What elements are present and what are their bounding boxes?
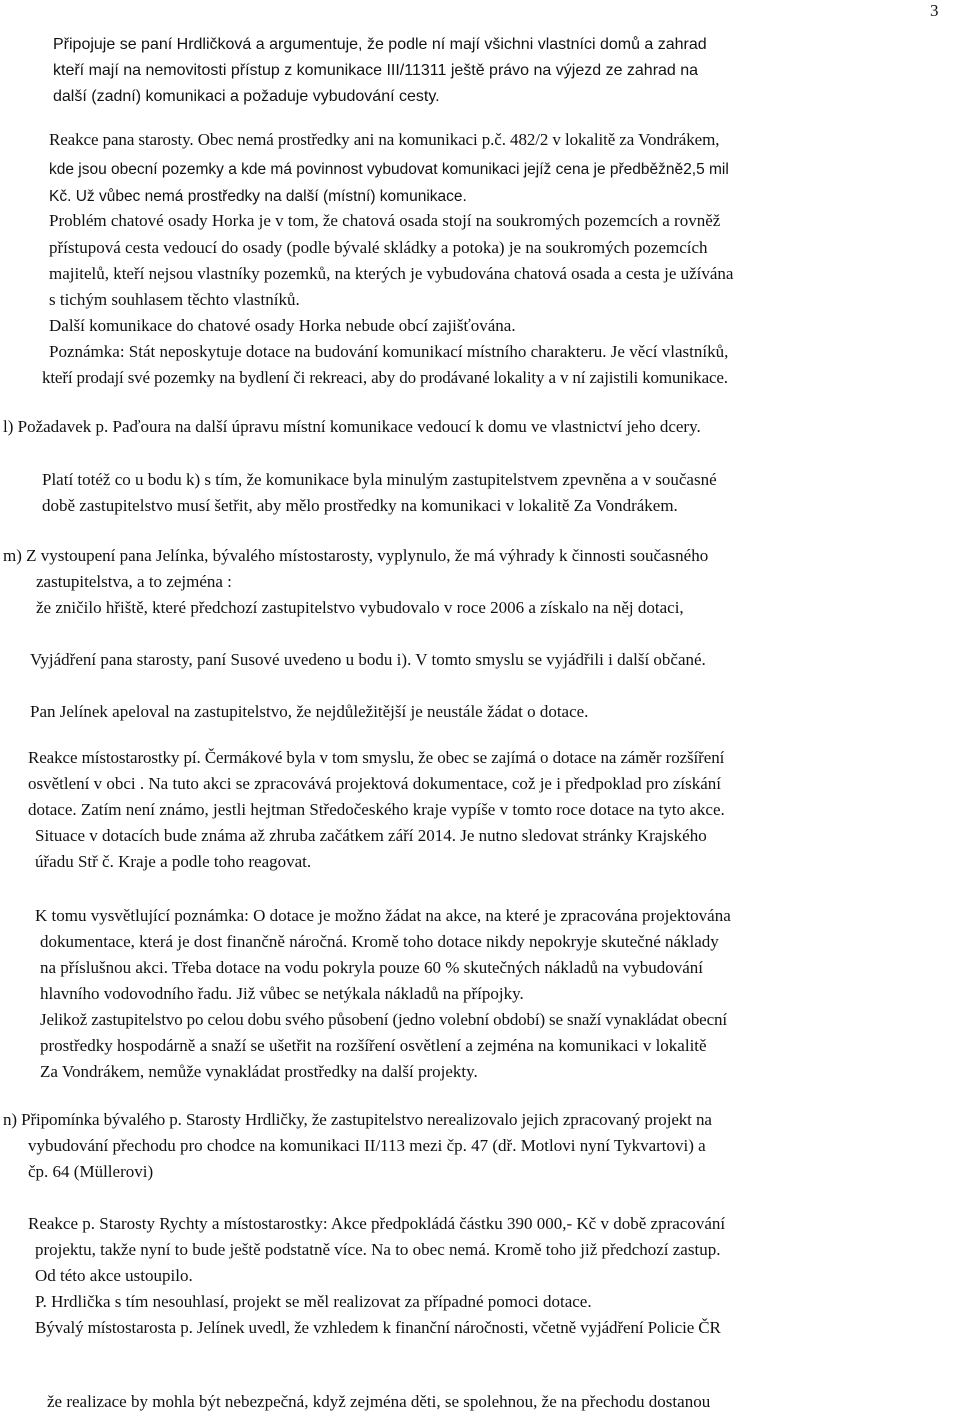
paragraph-line: čp. 64 (Müllerovi) bbox=[28, 1162, 154, 1181]
page-number: 3 bbox=[930, 1, 939, 20]
paragraph-line: s tichým souhlasem těchto vlastníků. bbox=[49, 290, 300, 309]
paragraph-line: prostředky hospodárně a snaží se ušetřit na rozšíření osvětlení a zejména na komunikaci v lokalitě bbox=[40, 1036, 707, 1055]
paragraph-line: Problém chatové osady Horka je v tom, že chatová osada stojí na soukromých pozemcích a rovněž bbox=[49, 211, 721, 230]
paragraph-line: Od této akce ustoupilo. bbox=[35, 1266, 193, 1285]
paragraph-line: P. Hrdlička s tím nesouhlasí, projekt se měl realizovat za případné pomoci dotace. bbox=[35, 1292, 592, 1311]
paragraph-line: kde jsou obecní pozemky a kde má povinnost vybudovat komunikaci jejíž cena je předběžně2,5 mil bbox=[49, 161, 729, 178]
paragraph-line: Reakce pana starosty. Obec nemá prostředky ani na komunikaci p.č. 482/2 v lokalitě za Vondrákem, bbox=[49, 130, 720, 149]
paragraph-line: Pan Jelínek apeloval na zastupitelstvo, že nejdůležitější je neustále žádat o dotace. bbox=[30, 702, 589, 721]
paragraph-line: Připojuje se paní Hrdličková a argumentuje, že podle ní mají všichni vlastníci domů a zahrad bbox=[53, 36, 707, 53]
paragraph-line: zastupitelstva, a to zejména : bbox=[36, 572, 232, 591]
paragraph-line: Za Vondrákem, nemůže vynakládat prostředky na další projekty. bbox=[40, 1062, 478, 1081]
paragraph-line: dokumentace, která je dost finančně náročná. Kromě toho dotace nikdy nepokryje skutečné náklady bbox=[40, 932, 719, 951]
paragraph-line: K tomu vysvětlující poznámka: O dotace je možno žádat na akce, na které je zpracována projektována bbox=[35, 906, 731, 925]
paragraph-line: že realizace by mohla být nebezpečná, když zejména děti, se spolehnou, že na přechodu dostanou bbox=[47, 1392, 711, 1411]
item-n-line: n) Připomínka bývalého p. Starosty Hrdličky, že zastupitelstvo nerealizovalo jejich zpracovaný projekt na bbox=[3, 1110, 712, 1129]
paragraph-line: Další komunikace do chatové osady Horka nebude obcí zajišťována. bbox=[49, 316, 516, 335]
paragraph-line: úřadu Stř č. Kraje a podle toho reagovat. bbox=[35, 852, 312, 871]
paragraph-line: přístupová cesta vedoucí do osady (podle bývalé skládky a potoka) je na soukromých pozemcích bbox=[49, 238, 708, 257]
paragraph-line: další (zadní) komunikaci a požaduje vybudování cesty. bbox=[53, 88, 440, 105]
item-l-line: l) Požadavek p. Paďoura na další úpravu místní komunikace vedoucí k domu ve vlastnictví jeho dcery. bbox=[3, 417, 701, 436]
paragraph-line: projektu, takže nyní to bude ještě podstatně více. Na to obec nemá. Kromě toho již předchozí zastup. bbox=[35, 1240, 721, 1259]
paragraph-line: na příslušnou akci. Třeba dotace na vodu pokryla pouze 60 % skutečných nákladů na vybudování bbox=[40, 958, 703, 977]
paragraph-line: Platí totéž co u bodu k) s tím, že komunikace byla minulým zastupitelstvem zpevněna a v současné bbox=[42, 470, 717, 489]
item-m-line: m) Z vystoupení pana Jelínka, bývalého místostarosty, vyplynulo, že má výhrady k činnosti současného bbox=[3, 546, 709, 565]
paragraph-line: Reakce místostarostky pí. Čermákové byla v tom smyslu, že obec se zajímá o dotace na záměr rozšíření bbox=[28, 748, 725, 767]
paragraph-line: kteří prodají své pozemky na bydlení či rekreaci, aby do prodávané lokality a v ní zajistili komunikace. bbox=[42, 368, 728, 387]
paragraph-line: Bývalý místostarosta p. Jelínek uvedl, že vzhledem k finanční náročnosti, včetně vyjádření Policie ČR bbox=[35, 1318, 721, 1337]
paragraph-line: osvětlení v obci . Na tuto akci se zpracovává projektová dokumentace, což je i předpoklad pro získání bbox=[28, 774, 721, 793]
paragraph-line: kteří mají na nemovitosti přístup z komunikace III/11311 ještě právo na výjezd ze zahrad na bbox=[53, 62, 699, 79]
paragraph-line: Kč. Už vůbec nemá prostředky na další (místní) komunikace. bbox=[49, 188, 467, 205]
paragraph-line: majitelů, kteří nejsou vlastníky pozemků, na kterých je vybudována chatová osada a cesta je užívána bbox=[49, 264, 734, 283]
paragraph-line: že zničilo hřiště, které předchozí zastupitelstvo vybudovalo v roce 2006 a získalo na něj dotaci, bbox=[36, 598, 684, 617]
paragraph-line: Poznámka: Stát neposkytuje dotace na budování komunikací místního charakteru. Je věcí vlastníků, bbox=[49, 342, 729, 361]
paragraph-line: hlavního vodovodního řadu. Již vůbec se netýkala nákladů na přípojky. bbox=[40, 984, 524, 1003]
paragraph-line: Vyjádření pana starosty, paní Susové uvedeno u bodu i). V tomto smyslu se vyjádřili i další občané. bbox=[30, 650, 706, 669]
paragraph-line: době zastupitelstvo musí šetřit, aby mělo prostředky na komunikaci v lokalitě Za Vondrákem. bbox=[42, 496, 678, 515]
paragraph-line: dotace. Zatím není známo, jestli hejtman Středočeského kraje vypíše v tomto roce dotace na tyto akce. bbox=[28, 800, 725, 819]
paragraph-line: Situace v dotacích bude známa až zhruba začátkem září 2014. Je nutno sledovat stránky Krajského bbox=[35, 826, 707, 845]
paragraph-line: vybudování přechodu pro chodce na komunikaci II/113 mezi čp. 47 (dř. Motlovi nyní Tykvartovi) a bbox=[28, 1136, 706, 1155]
paragraph-line: Reakce p. Starosty Rychty a místostarostky: Akce předpokládá částku 390 000,- Kč v době zpracování bbox=[28, 1214, 726, 1233]
paragraph-line: Jelikož zastupitelstvo po celou dobu svého působení (jedno volební období) se snaží vynakládat obecní bbox=[40, 1010, 727, 1029]
